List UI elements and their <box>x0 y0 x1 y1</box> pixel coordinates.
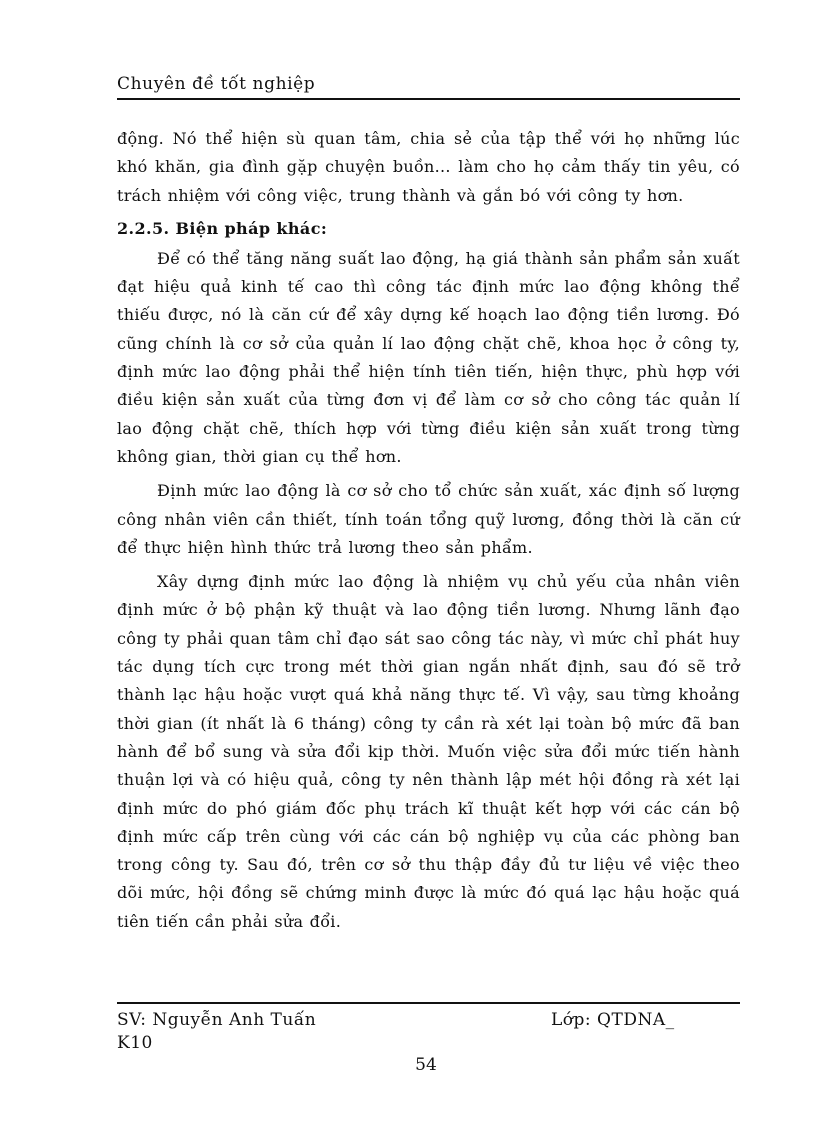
section-heading: 2.2.5. Biện pháp khác: <box>117 218 328 238</box>
footer-divider <box>117 1002 740 1004</box>
page-header <box>117 72 740 100</box>
paragraph-continued: động. Nó thể hiện sù quan tâm, chia sẻ của tập thể với họ những lúc khó khăn, gia đình gặp chuyện buồn... làm cho họ cảm thấy tin yêu, có trách nhiệm với công việc, trung thành và gắn bó với công ty hơn. <box>117 129 740 205</box>
page-number: 54 <box>415 1055 437 1075</box>
footer-student-name: SV: Nguyễn Anh Tuấn <box>117 1010 317 1030</box>
paragraph-production-basis: Định mức lao động là cơ sở cho tổ chức sản xuất, xác định số lượng công nhân viên cần thiết, tính toán tổng quỹ lương, đồng thời là căn cứ để thực hiện hình thức trả lương theo sản phẩm. <box>117 481 740 557</box>
paragraph-labor-norms: Để có thể tăng năng suất lao động, hạ giá thành sản phẩm sản xuất đạt hiệu quả kinh tế cao thì công tác định mức lao động không thể thiếu được, nó là căn cứ để xây dựng kế hoạch lao động tiền lương. Đó cũng chính là cơ sở của quản lí lao động chặt chẽ, khoa học ở công ty, định mức lao động phải thể hiện tính tiên tiến, hiện thực, phù hợp với điều kiện sản xuất của từng đơn vị để làm cơ sở cho công tác quản lí lao động chặt chẽ, thích hợp với từng điều kiện sản xuất trong từng không gian, thời gian cụ thể hơn. <box>117 248 740 466</box>
header-title: Chuyên đề tốt nghiệp <box>117 74 316 94</box>
document-body <box>117 125 740 936</box>
footer-class-continued: K10 <box>117 1033 153 1053</box>
paragraph-norm-revision: Xây dựng định mức lao động là nhiệm vụ chủ yếu của nhân viên định mức ở bộ phận kỹ thuật và lao động tiền lương. Nhưng lãnh đạo công ty phải quan tâm chỉ đạo sát sao công tác này, vì mức chỉ phát huy tác dụng tích cực trong mét thời gian ngắn nhất định, sau đó sẽ trở thành lạc hậu hoặc vượt quá khả năng thực tế. Vì vậy, sau từng khoảng thời gian (ít nhất là 6 tháng) công ty cần rà xét lại toàn bộ mức đã ban hành để bổ sung và sửa đổi kịp thời. Muốn việc sửa đổi mức tiến hành thuận lợi và có hiệu quả, công ty nên thành lập mét hội đồng rà xét lại định mức do phó giám đốc phụ trách kĩ thuật kết hợp với các cán bộ định mức cấp trên cùng với các cán bộ nghiệp vụ của các phòng ban trong công ty. Sau đó, trên cơ sở thu thập đầy đủ tư liệu về việc theo dõi mức, hội đồng sẽ chứng minh được là mức đó quá lạc hậu hoặc quá tiên tiến cần phải sửa đổi. <box>117 572 740 931</box>
footer-class-label: Lớp: QTDNA_ <box>551 1010 675 1030</box>
